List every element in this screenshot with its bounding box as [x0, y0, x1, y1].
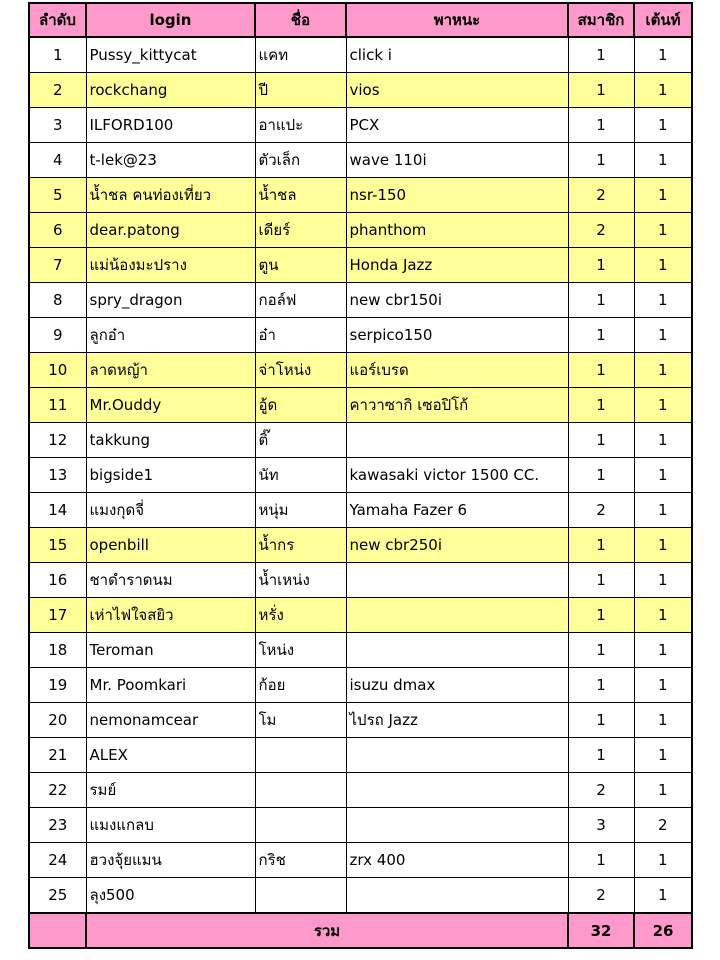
table-row	[29, 388, 692, 423]
cell-login: เห่าไฟใจสยิว	[86, 598, 255, 633]
cell-login: Mr. Poomkari	[86, 668, 255, 703]
table-row	[29, 353, 692, 388]
cell-members: 1	[568, 318, 634, 353]
cell-login: Teroman	[86, 633, 255, 668]
cell-vehicle	[346, 878, 568, 914]
header-tents: เต้นท์	[634, 3, 692, 37]
cell-name: เดียร์	[255, 213, 346, 248]
table-row	[29, 458, 692, 493]
table-row	[29, 143, 692, 178]
table-row	[29, 528, 692, 563]
cell-tents: 1	[634, 703, 692, 738]
table-row	[29, 318, 692, 353]
cell-order: 7	[29, 248, 86, 283]
cell-members: 1	[568, 353, 634, 388]
cell-name	[255, 808, 346, 843]
table-body	[29, 37, 692, 913]
cell-name: กริช	[255, 843, 346, 878]
table-row	[29, 37, 692, 73]
header-login: login	[86, 3, 255, 37]
table-row	[29, 213, 692, 248]
cell-tents: 1	[634, 458, 692, 493]
cell-order: 12	[29, 423, 86, 458]
cell-name: ตูน	[255, 248, 346, 283]
cell-tents: 1	[634, 773, 692, 808]
table-row	[29, 773, 692, 808]
participant-table	[28, 2, 693, 949]
cell-members: 1	[568, 598, 634, 633]
cell-tents: 1	[634, 843, 692, 878]
cell-login: Pussy_kittycat	[86, 37, 255, 73]
cell-name: นัท	[255, 458, 346, 493]
cell-order: 20	[29, 703, 86, 738]
cell-vehicle: แอร์เบรด	[346, 353, 568, 388]
cell-vehicle	[346, 563, 568, 598]
cell-tents: 1	[634, 528, 692, 563]
cell-tents: 1	[634, 283, 692, 318]
cell-tents: 1	[634, 73, 692, 108]
cell-tents: 1	[634, 353, 692, 388]
cell-login: nemonamcear	[86, 703, 255, 738]
cell-tents: 1	[634, 37, 692, 73]
header-name: ชื่อ	[255, 3, 346, 37]
cell-name: อ๋า	[255, 318, 346, 353]
cell-login: ILFORD100	[86, 108, 255, 143]
cell-login: ฮวงจุ้ยแมน	[86, 843, 255, 878]
cell-order: 3	[29, 108, 86, 143]
cell-tents: 1	[634, 143, 692, 178]
cell-login: ลูกอ๋า	[86, 318, 255, 353]
cell-members: 1	[568, 668, 634, 703]
cell-members: 2	[568, 773, 634, 808]
cell-vehicle: zrx 400	[346, 843, 568, 878]
total-empty-cell	[29, 913, 86, 948]
cell-order: 19	[29, 668, 86, 703]
cell-vehicle: ไปรถ Jazz	[346, 703, 568, 738]
cell-tents: 2	[634, 808, 692, 843]
cell-members: 1	[568, 73, 634, 108]
cell-vehicle: wave 110i	[346, 143, 568, 178]
cell-name: น้ำเหน่ง	[255, 563, 346, 598]
cell-vehicle	[346, 773, 568, 808]
cell-order: 10	[29, 353, 86, 388]
header-order: ลำดับ	[29, 3, 86, 37]
table-row	[29, 108, 692, 143]
cell-name: โม	[255, 703, 346, 738]
cell-name: น้ำชล	[255, 178, 346, 213]
cell-vehicle: Yamaha Fazer 6	[346, 493, 568, 528]
table-row	[29, 248, 692, 283]
cell-login: openbill	[86, 528, 255, 563]
cell-order: 1	[29, 37, 86, 73]
cell-vehicle: serpico150	[346, 318, 568, 353]
cell-vehicle: click i	[346, 37, 568, 73]
cell-name: อู้ด	[255, 388, 346, 423]
cell-order: 9	[29, 318, 86, 353]
cell-order: 17	[29, 598, 86, 633]
cell-name: น้ำกร	[255, 528, 346, 563]
cell-order: 22	[29, 773, 86, 808]
cell-members: 1	[568, 283, 634, 318]
cell-tents: 1	[634, 668, 692, 703]
cell-name: จ่าโหน่ง	[255, 353, 346, 388]
cell-login: รมย์	[86, 773, 255, 808]
table-header	[29, 3, 692, 37]
cell-members: 2	[568, 178, 634, 213]
table-row	[29, 563, 692, 598]
cell-members: 2	[568, 878, 634, 914]
cell-members: 1	[568, 703, 634, 738]
cell-tents: 1	[634, 738, 692, 773]
cell-login: rockchang	[86, 73, 255, 108]
cell-vehicle: new cbr150i	[346, 283, 568, 318]
cell-login: spry_dragon	[86, 283, 255, 318]
cell-order: 13	[29, 458, 86, 493]
cell-members: 2	[568, 493, 634, 528]
table-row	[29, 738, 692, 773]
cell-vehicle: Honda Jazz	[346, 248, 568, 283]
cell-order: 4	[29, 143, 86, 178]
cell-name: กอล์ฟ	[255, 283, 346, 318]
cell-tents: 1	[634, 213, 692, 248]
cell-vehicle: kawasaki victor 1500 CC.	[346, 458, 568, 493]
cell-login: แมงกุดจี่	[86, 493, 255, 528]
table-row	[29, 423, 692, 458]
cell-name: ตัวเล็ก	[255, 143, 346, 178]
cell-order: 23	[29, 808, 86, 843]
cell-name: อาแปะ	[255, 108, 346, 143]
cell-vehicle: new cbr250i	[346, 528, 568, 563]
cell-tents: 1	[634, 878, 692, 914]
cell-order: 25	[29, 878, 86, 914]
cell-members: 1	[568, 37, 634, 73]
cell-name: ติ๊	[255, 423, 346, 458]
cell-members: 1	[568, 738, 634, 773]
header-members: สมาชิก	[568, 3, 634, 37]
cell-tents: 1	[634, 493, 692, 528]
cell-members: 1	[568, 143, 634, 178]
cell-tents: 1	[634, 108, 692, 143]
cell-tents: 1	[634, 178, 692, 213]
cell-login: ALEX	[86, 738, 255, 773]
cell-name: หนุ่ม	[255, 493, 346, 528]
cell-vehicle	[346, 808, 568, 843]
cell-order: 14	[29, 493, 86, 528]
table-footer	[29, 913, 692, 948]
cell-login: Mr.Ouddy	[86, 388, 255, 423]
cell-login: ชาดำราดนม	[86, 563, 255, 598]
cell-members: 1	[568, 458, 634, 493]
table-row	[29, 283, 692, 318]
table-row	[29, 843, 692, 878]
cell-members: 1	[568, 633, 634, 668]
total-row	[29, 913, 692, 948]
cell-tents: 1	[634, 563, 692, 598]
cell-order: 2	[29, 73, 86, 108]
cell-order: 24	[29, 843, 86, 878]
cell-tents: 1	[634, 423, 692, 458]
cell-members: 1	[568, 843, 634, 878]
cell-tents: 1	[634, 598, 692, 633]
cell-order: 18	[29, 633, 86, 668]
cell-login: t-lek@23	[86, 143, 255, 178]
cell-order: 8	[29, 283, 86, 318]
cell-login: takkung	[86, 423, 255, 458]
cell-login: dear.patong	[86, 213, 255, 248]
cell-name	[255, 773, 346, 808]
cell-vehicle: คาวาซากิ เซอปิโก้	[346, 388, 568, 423]
table-row	[29, 668, 692, 703]
cell-vehicle: nsr-150	[346, 178, 568, 213]
cell-vehicle	[346, 598, 568, 633]
cell-login: bigside1	[86, 458, 255, 493]
cell-name	[255, 878, 346, 914]
cell-name: ปี	[255, 73, 346, 108]
cell-name: หรั่ง	[255, 598, 346, 633]
cell-vehicle	[346, 423, 568, 458]
cell-vehicle: isuzu dmax	[346, 668, 568, 703]
cell-order: 21	[29, 738, 86, 773]
cell-login: แม่น้องมะปราง	[86, 248, 255, 283]
cell-name	[255, 738, 346, 773]
cell-order: 16	[29, 563, 86, 598]
header-row	[29, 3, 692, 37]
cell-members: 1	[568, 528, 634, 563]
cell-members: 1	[568, 248, 634, 283]
cell-members: 2	[568, 213, 634, 248]
table-row	[29, 493, 692, 528]
cell-members: 1	[568, 108, 634, 143]
table-row	[29, 878, 692, 914]
cell-members: 3	[568, 808, 634, 843]
cell-name: โหน่ง	[255, 633, 346, 668]
cell-name: ก้อย	[255, 668, 346, 703]
total-label: รวม	[86, 913, 568, 948]
cell-order: 15	[29, 528, 86, 563]
header-vehicle: พาหนะ	[346, 3, 568, 37]
cell-login: ลาดหญ้า	[86, 353, 255, 388]
cell-order: 11	[29, 388, 86, 423]
cell-order: 5	[29, 178, 86, 213]
cell-members: 1	[568, 563, 634, 598]
table-row	[29, 598, 692, 633]
table-row	[29, 633, 692, 668]
cell-order: 6	[29, 213, 86, 248]
cell-login: แมงแกลบ	[86, 808, 255, 843]
cell-members: 1	[568, 423, 634, 458]
total-tents: 26	[634, 913, 692, 948]
cell-members: 1	[568, 388, 634, 423]
cell-vehicle: vios	[346, 73, 568, 108]
cell-vehicle: phanthom	[346, 213, 568, 248]
total-members: 32	[568, 913, 634, 948]
table-row	[29, 73, 692, 108]
cell-tents: 1	[634, 318, 692, 353]
cell-vehicle: PCX	[346, 108, 568, 143]
table-row	[29, 178, 692, 213]
cell-name: แคท	[255, 37, 346, 73]
cell-tents: 1	[634, 248, 692, 283]
cell-login: ลุง500	[86, 878, 255, 914]
registration-sheet	[28, 2, 691, 949]
table-row	[29, 808, 692, 843]
cell-vehicle	[346, 738, 568, 773]
cell-tents: 1	[634, 633, 692, 668]
table-row	[29, 703, 692, 738]
cell-vehicle	[346, 633, 568, 668]
cell-login: น้ำชล คนท่องเที่ยว	[86, 178, 255, 213]
cell-tents: 1	[634, 388, 692, 423]
